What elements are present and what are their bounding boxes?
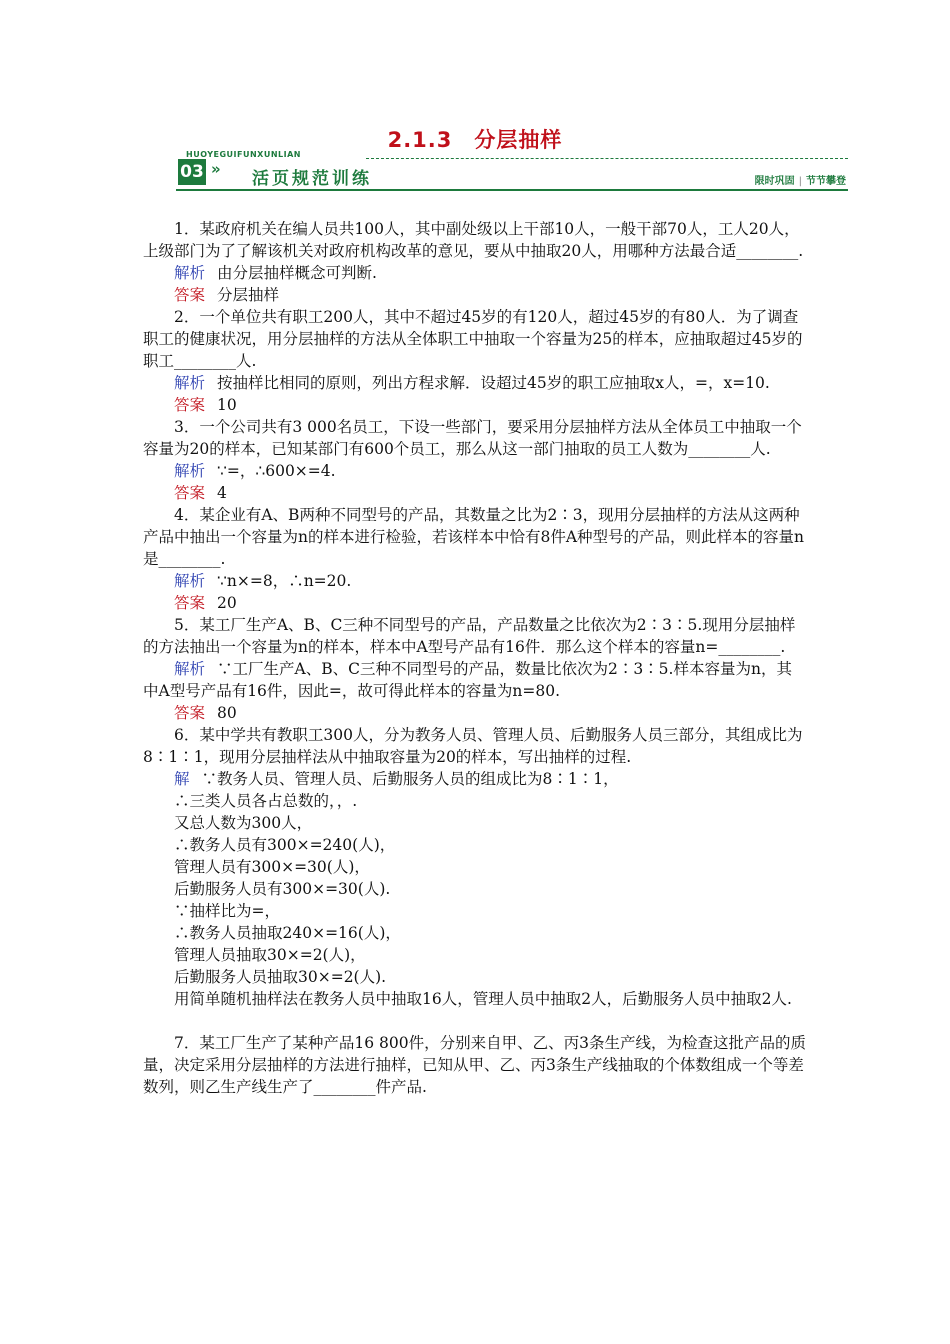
- question-3: 3．一个公司共有3 000名员工，下设一些部门，要采用分层抽样方法从全体员工中抽取一个容量为20的样本，已知某部门有600个员工，那么从这一部门抽取的员工人数为________人.: [143, 418, 802, 458]
- analysis-label: 解析: [174, 660, 206, 678]
- answer-label: 答案: [174, 594, 206, 612]
- banner-pinyin: HUOYEGUIFUNXUNLIAN: [186, 150, 301, 159]
- analysis-3: [143, 460, 807, 482]
- analysis-4: [143, 570, 807, 592]
- analysis-text: 按抽样比相同的原则，列出方程求解．设超过45岁的职工应抽取x人，=，x=10.: [217, 374, 770, 392]
- analysis-text: 由分层抽样概念可判断.: [217, 264, 377, 282]
- analysis-text: ∵工厂生产A、B、C三种不同型号的产品，数量比依次为2∶3∶5.样本容量为n，其中A型号产品有16件，因此=，故可得此样本的容量为n=80.: [143, 660, 792, 700]
- question-6: 6．某中学共有教职工300人，分为教务人员、管理人员、后勤服务人员三部分，其组成比为8∶1∶1，现用分层抽样法从中抽取容量为20的样本，写出抽样的过程.: [143, 726, 803, 766]
- solution-text: ∵教务人员、管理人员、后勤服务人员的组成比为8∶1∶1，: [201, 770, 619, 788]
- answer-text: 10: [217, 396, 237, 414]
- banner-separator: |: [798, 176, 802, 187]
- question-1: 1．某政府机关在编人员共100人，其中副处级以上干部10人，一般干部70人，工人20人，上级部门为了了解该机关对政府机构改革的意见，要从中抽取20人，用哪种方法最合适________.: [143, 220, 804, 260]
- banner-dotted-rule: [366, 158, 848, 159]
- answer-text: 分层抽样: [217, 286, 280, 304]
- solution-step: 后勤服务人员有300×=30(人).: [174, 880, 391, 898]
- question-5: 5．某工厂生产A、B、C三种不同型号的产品，产品数量之比依次为2∶3∶5.现用分层抽样的方法抽出一个容量为n的样本，样本中A型号产品有16件．那么这个样本的容量n=________.: [143, 616, 796, 656]
- answer-1: [143, 284, 807, 306]
- answer-label: 答案: [174, 704, 206, 722]
- answer-4: [143, 592, 807, 614]
- answer-3: [143, 482, 807, 504]
- solution-step: ∴三类人员各占总数的，，.: [174, 792, 358, 810]
- answer-label: 答案: [174, 286, 206, 304]
- solution-step: 后勤服务人员抽取30×=2(人).: [174, 968, 387, 986]
- answer-label: 答案: [174, 484, 206, 502]
- banner-tag-left: 限时巩固: [754, 176, 795, 187]
- banner-tags: [755, 172, 846, 187]
- chevron-icon: »: [211, 160, 221, 178]
- exercise-content: [143, 218, 807, 1098]
- section-banner: [176, 150, 848, 192]
- analysis-label: 解析: [174, 572, 206, 590]
- question-4: 4．某企业有A、B两种不同型号的产品，其数量之比为2∶3，现用分层抽样的方法从这两种产品中抽出一个容量为n的样本进行检验，若该样本中恰有8件A种型号的产品，则此样本的容量n是________.: [143, 506, 805, 568]
- solution-6: [143, 768, 807, 790]
- analysis-label: 解析: [174, 374, 206, 392]
- analysis-label: 解析: [174, 264, 206, 282]
- analysis-5: [143, 658, 807, 702]
- solution-conclusion: 用简单随机抽样法在教务人员中抽取16人，管理人员中抽取2人，后勤服务人员中抽取2人.: [174, 990, 792, 1008]
- solution-step: ∴教务人员有300×=240(人)，: [174, 836, 396, 854]
- solution-step: 管理人员抽取30×=2(人)，: [174, 946, 366, 964]
- analysis-text: ∵=，∴600×=4.: [217, 462, 336, 480]
- solution-step: ∴教务人员抽取240×=16(人)，: [174, 924, 401, 942]
- answer-text: 20: [217, 594, 237, 612]
- analysis-2: [143, 372, 807, 394]
- banner-tag-right: 节节攀登: [806, 176, 846, 187]
- question-2: 2．一个单位共有职工200人，其中不超过45岁的有120人，超过45岁的有80人．为了调查职工的健康状况，用分层抽样的方法从全体职工中抽取一个容量为25的样本，应抽取超过45岁的职工________人.: [143, 308, 803, 370]
- answer-text: 80: [217, 704, 237, 722]
- spacer: [143, 1010, 807, 1032]
- solution-step: ∵抽样比为=，: [174, 902, 280, 920]
- question-7: 7．某工厂生产了某种产品16 800件，分别来自甲、乙、丙3条生产线，为检查这批产品的质量，决定采用分层抽样的方法进行抽样，已知从甲、乙、丙3条生产线抽取的个体数组成一个等差数列，则乙生产线生产了________件产品.: [143, 1034, 806, 1096]
- answer-text: 4: [217, 484, 227, 502]
- analysis-label: 解析: [174, 462, 206, 480]
- solution-label: 解: [174, 770, 190, 788]
- answer-5: [143, 702, 807, 724]
- answer-label: 答案: [174, 396, 206, 414]
- banner-heading: 活页规范训练: [252, 169, 372, 189]
- solution-step: 管理人员有300×=30(人)，: [174, 858, 370, 876]
- solution-step: 又总人数为300人，: [174, 814, 313, 832]
- page-title: 2.1.3 分层抽样: [387, 128, 563, 152]
- answer-2: [143, 394, 807, 416]
- analysis-1: [143, 262, 807, 284]
- banner-rule: [176, 189, 848, 191]
- analysis-text: ∵n×=8，∴n=20.: [217, 572, 352, 590]
- banner-number: 03: [178, 159, 206, 185]
